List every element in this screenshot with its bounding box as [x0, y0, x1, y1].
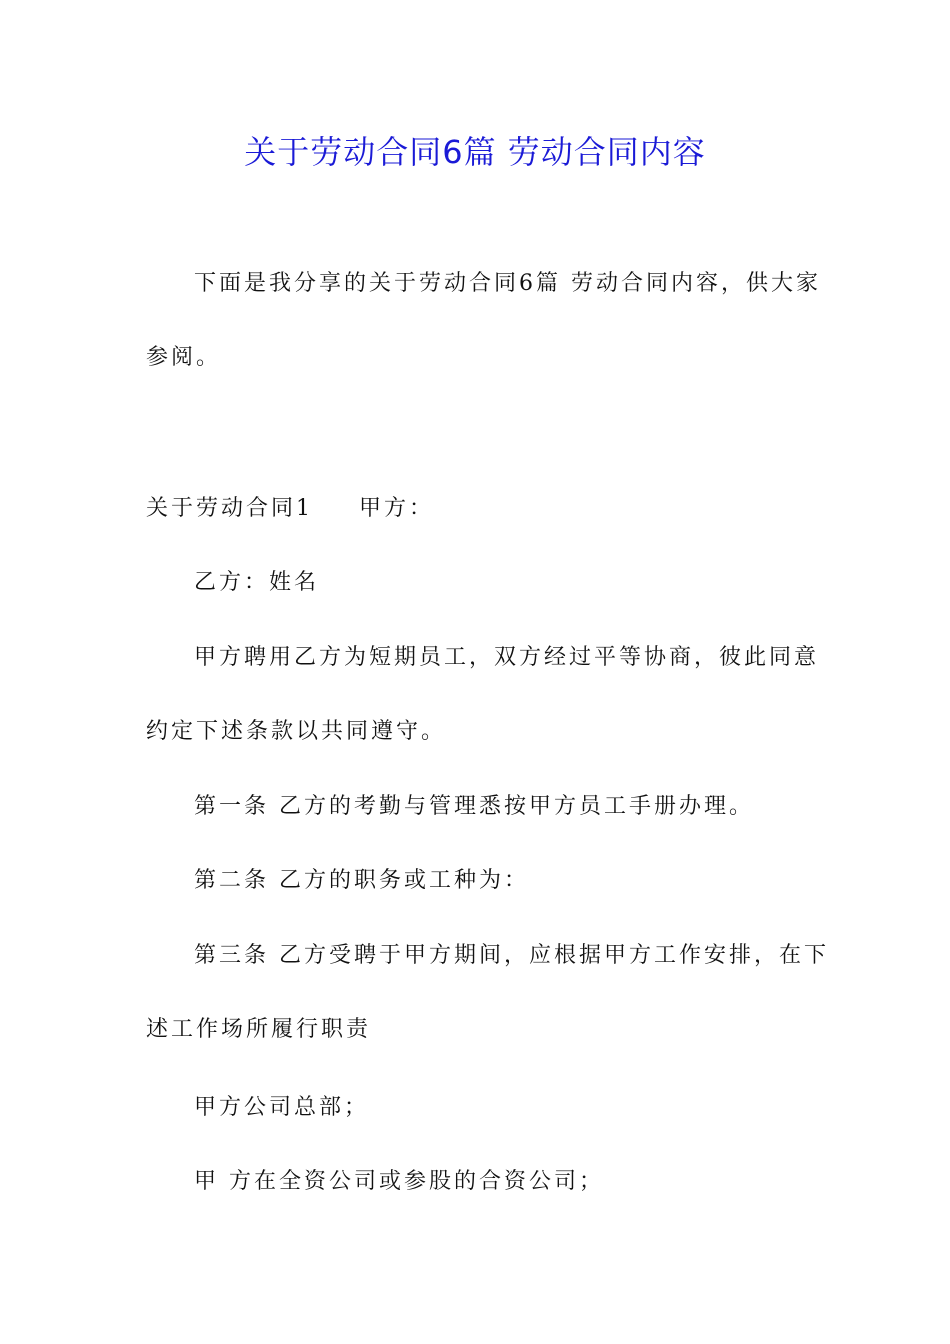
- party-a-label: 甲方：: [359, 496, 435, 521]
- party-b-line: 乙方：姓名: [194, 570, 320, 595]
- article-3-line-1: 第三条 乙方受聘于甲方期间，应根据甲方工作安排，在下: [194, 943, 829, 968]
- section-1-heading: 关于劳动合同1: [146, 496, 313, 521]
- article-1: 第一条 乙方的考勤与管理悉按甲方员工手册办理。: [194, 794, 754, 819]
- intro-line-1: 下面是我分享的关于劳动合同6篇 劳动合同内容，供大家: [194, 271, 821, 296]
- article-3-line-2: 述工作场所履行职责: [146, 1017, 372, 1042]
- list-item-1: 甲方公司总部；: [194, 1095, 370, 1120]
- paragraph-1-line-2: 约定下述条款以共同遵守。: [146, 719, 447, 744]
- article-2: 第二条 乙方的职务或工种为：: [194, 868, 529, 893]
- intro-line-2: 参阅。: [146, 345, 222, 370]
- paragraph-1-line-1: 甲方聘用乙方为短期员工，双方经过平等协商，彼此同意: [194, 645, 820, 670]
- document-title: 关于劳动合同6篇 劳动合同内容: [244, 133, 706, 171]
- section-heading-row: [146, 494, 434, 524]
- list-item-2: 甲 方在全资公司或参股的合资公司；: [194, 1169, 604, 1194]
